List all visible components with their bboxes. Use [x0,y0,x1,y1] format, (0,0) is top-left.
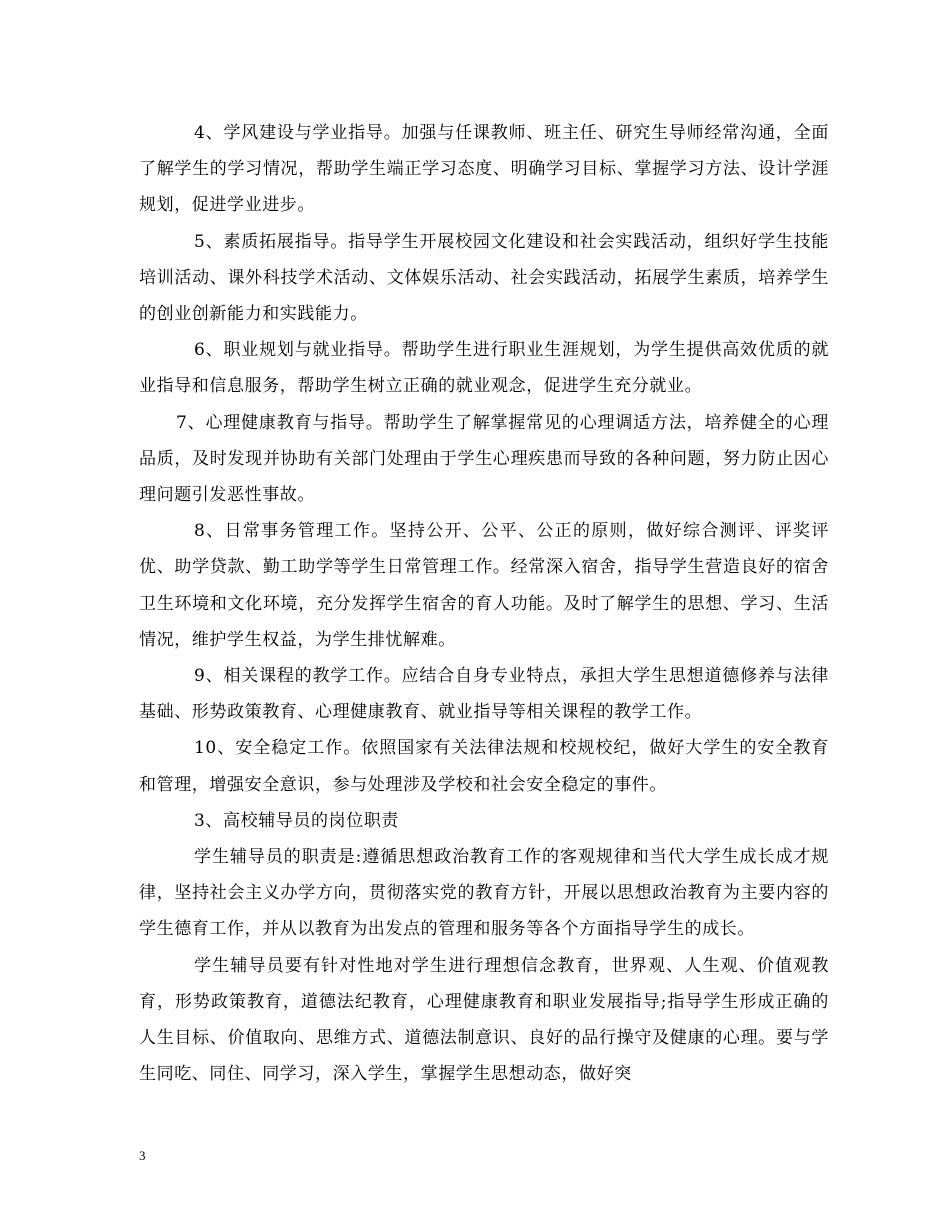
paragraph-career-planning: 6、职业规划与就业指导。帮助学生进行职业生涯规划，为学生提供高效优质的就业指导和信息服务，帮助学生树立正确的就业观念，促进学生充分就业。 [139,340,829,397]
section-heading-responsibilities: 3、高校辅导员的岗位职责 [194,810,400,831]
paragraph-mental-health: 7、心理健康教育与指导。帮助学生了解掌握常见的心理调适方法，培养健全的心理品质，及时发现并协助有关部门处理由于学生心理疾患而导致的各种问题，努力防止因心理问题引发恶性事故。 [139,412,829,506]
paragraph-quality-development: 5、素质拓展指导。指导学生开展校园文化建设和社会实践活动，组织好学生技能培训活动、课外科技学术活动、文体娱乐活动、社会实践活动，拓展学生素质，培养学生的创业创新能力和实践能力。 [139,231,829,325]
page-number: 3 [139,1148,146,1163]
paragraph-study-guidance: 4、学风建设与学业指导。加强与任课教师、班主任、研究生导师经常沟通，全面了解学生的学习情况，帮助学生端正学习态度、明确学习目标、掌握学习方法、设计学涯规划，促进学业进步。 [139,123,829,216]
paragraph-safety-stability: 10、安全稳定工作。依照国家有关法律法规和校规校纪，做好大学生的安全教育和管理，增强安全意识，参与处理涉及学校和社会安全稳定的事件。 [139,738,829,795]
paragraph-daily-affairs: 8、日常事务管理工作。坚持公开、公平、公正的原则，做好综合测评、评奖评优、助学贷款、勤工助学等学生日常管理工作。经常深入宿舍，指导学生营造良好的宿舍卫生环境和文化环境，充分发挥学生宿舍的育人功能。及时了解学生的思想、学习、生活情况，维护学生权益，为学生排忧解难。 [139,521,829,650]
paragraph-course-teaching: 9、相关课程的教学工作。应结合自身专业特点，承担大学生思想道德修养与法律基础、形势政策教育、心理健康教育、就业指导等相关课程的教学工作。 [139,666,829,723]
paragraph-counselor-duties: 学生辅导员的职责是:遵循思想政治教育工作的客观规律和当代大学生成长成才规律，坚持社会主义办学方向，贯彻落实党的教育方针，开展以思想政治教育为主要内容的学生德育工作，并从以教育为出发点的管理和服务等各个方面指导学生的成长。 [139,847,829,940]
document-body [139,115,829,1092]
paragraph-counselor-education: 学生辅导员要有针对性地对学生进行理想信念教育，世界观、人生观、价值观教育，形势政策教育，道德法纪教育，心理健康教育和职业发展指导;指导学生形成正确的人生目标、价值取向、思维方式、道德法制意识、良好的品行操守及健康的心理。要与学生同吃、同住、同学习，深入学生，掌握学生思想动态，做好突 [139,955,829,1085]
